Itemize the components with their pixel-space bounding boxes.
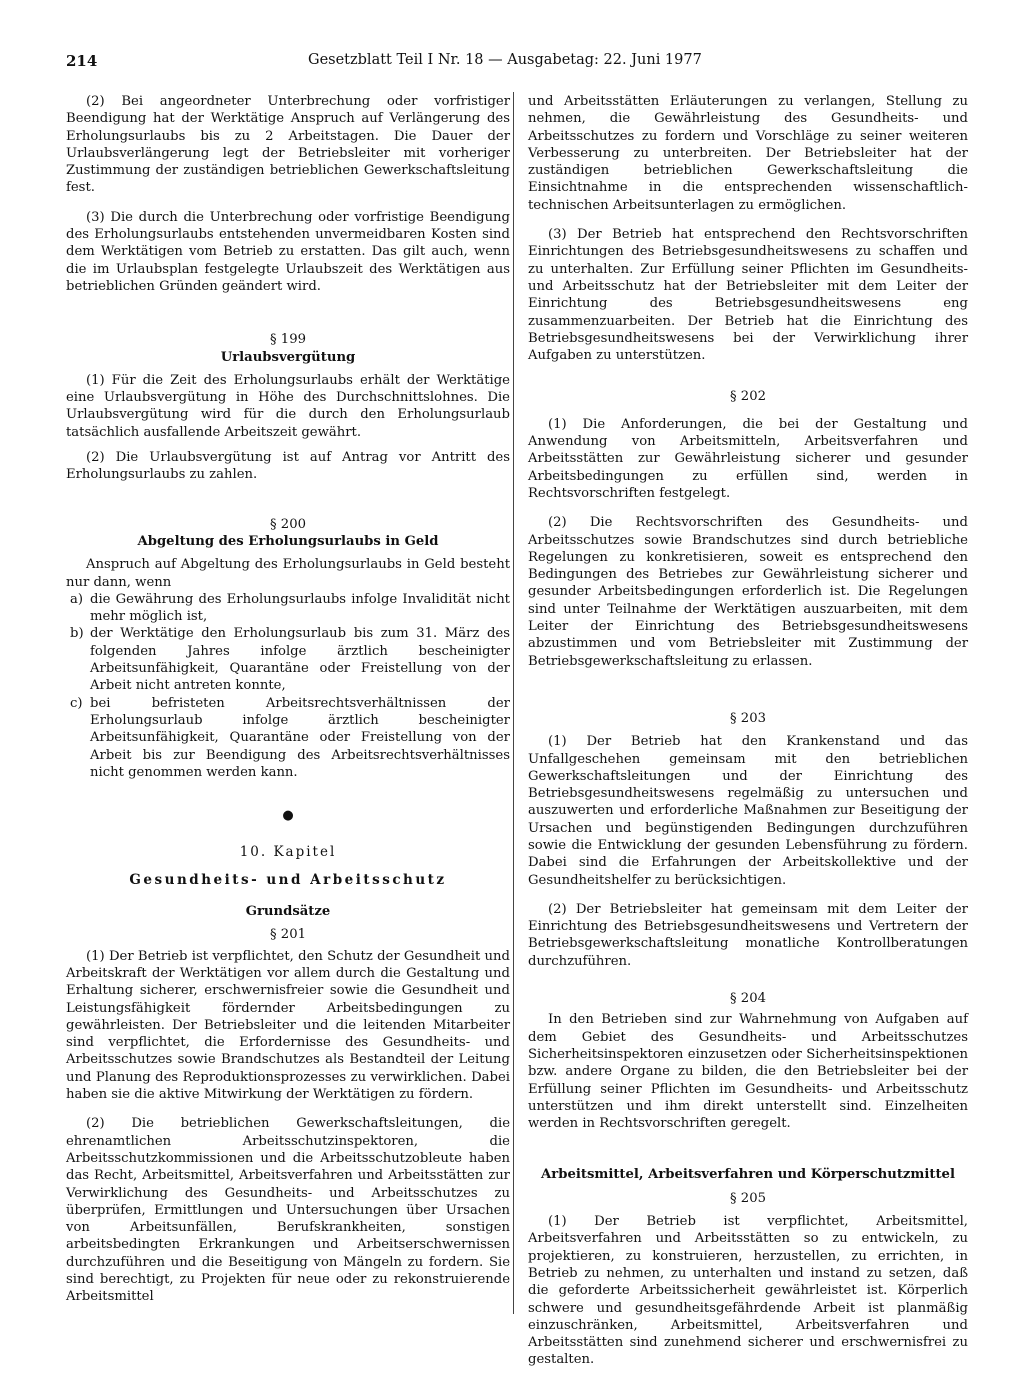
- paragraph-199-1: (1) Für die Zeit des Erholungsurlaubs erhält der Werktätige eine Urlaubsvergütung in Höhe des Durchschnittslohnes. Die Urlaubsvergütung wird für die durch den Erholungsurlaub tatsächlich ausfallende Arbeitszeit gewährt.: [66, 372, 510, 440]
- list-item: [66, 591, 510, 626]
- section-199-number: § 199: [270, 332, 306, 348]
- list-marker: a): [70, 591, 84, 607]
- left-column: [66, 93, 510, 1306]
- list-item: [66, 695, 510, 781]
- column-divider: [513, 92, 514, 1314]
- paragraph-201-2-continued: und Arbeitsstätten Erläuterungen zu verlangen, Stellung zu nehmen, die Gewährleistung des Gesundheits- und Arbeitsschutzes zu fordern und Vorschläge zu seiner weiteren Verbesserung zu unterbreiten. Der Betriebsleiter hat der zuständigen betrieblichen Gewerkschaftsleitung die Einsichtnahme in die entsprechenden wissenschaftlich-technischen Arbeitsunterlagen zu ermöglichen.: [528, 94, 968, 213]
- section-203-number: § 203: [730, 710, 766, 726]
- subheading-arbeitsmittel: Arbeitsmittel, Arbeitsverfahren und Körperschutzmittel: [541, 1167, 955, 1183]
- list-item-text: die Gewährung des Erholungsurlaubs infolge Invalidität nicht mehr möglich ist,: [90, 591, 510, 625]
- paragraph-202-2: (2) Die Rechtsvorschriften des Gesundheits- und Arbeitsschutzes sowie Brandschutzes sind durch betriebliche Regelungen zu konkretisieren, soweit es entsprechend den Bedingungen des Betriebes zur Gewährleistung sicherer und gesunder Arbeitsbedingungen erforderlich ist. Die Regelungen sind unter Teilnahme der Werktätigen auszuarbeiten, mit dem Leiter der Einrichtung des Betriebsgesundheitswesens abzustimmen und vom Betriebsleiter mit Zustimmung der Betriebsgewerkschaftsleitung zu erlassen.: [528, 515, 968, 669]
- paragraph-200-intro: Anspruch auf Abgeltung des Erholungsurlaubs in Geld besteht nur dann, wenn: [66, 557, 510, 590]
- paragraph-204: In den Betrieben sind zur Wahrnehmung von Aufgaben auf dem Gebiet des Gesundheits- und Arbeitsschutzes Sicherheitsinspektoren einzusetzen oder Sicherheitsinspektionen bzw. andere Organe zu bilden, die den Betriebsleiter bei der Erfüllung seiner Pflichten im Gesundheits- und Arbeitsschutz unterstützen und ihm direkt unterstellt sind. Einzelheiten werden in Rechtsvorschriften geregelt.: [528, 1012, 968, 1132]
- separator-dot-icon: ●: [282, 808, 294, 824]
- section-205-number: § 205: [730, 1190, 766, 1206]
- paragraph-202-1: (1) Die Anforderungen, die bei der Gestaltung und Anwendung von Arbeitsmitteln, Arbeitsverfahren und Arbeitsstätten zur Gewährleistung sicherer und gesunder Arbeitsbedingungen zu erfüllen sind, werden in Rechtsvorschriften festgelegt.: [528, 416, 968, 501]
- running-head: Gesetzblatt Teil I Nr. 18 — Ausgabetag: 22. Juni 1977: [308, 52, 702, 68]
- chapter-title: Gesundheits- und Arbeitsschutz: [129, 872, 447, 889]
- paragraph-198-2: (2) Bei angeordneter Unterbrechung oder vorfristiger Beendigung hat der Werktätige Anspruch auf Verlängerung des Erholungsurlaubs bis zu 2 Arbeitstagen. Die Dauer der Urlaubsverlängerung legt der Betriebsleiter mit vorheriger Zustimmung der zuständigen betrieblichen Gewerkschaftsleitung fest.: [66, 94, 510, 196]
- paragraph-203-2: (2) Der Betriebsleiter hat gemeinsam mit dem Leiter der Einrichtung des Betriebsgesundheitswesens und Vertretern der Betriebsgewerkschaftsleitung monatliche Kontrollberatungen durchzuführen.: [528, 901, 968, 969]
- paragraph-198-3: (3) Die durch die Unterbrechung oder vorfristige Beendigung des Erholungsurlaubs entstehenden unvermeidbaren Kosten sind dem Werktätigen vom Betrieb zu erstatten. Das gilt auch, wenn die im Urlaubsplan festgelegte Urlaubszeit des Werktätigen aus betrieblichen Gründen geändert wird.: [66, 209, 510, 294]
- page-number: 214: [66, 52, 98, 70]
- chapter-number: 10. Kapitel: [239, 844, 337, 861]
- right-column: [528, 93, 968, 1369]
- section-199-title: Urlaubsvergütung: [220, 349, 356, 365]
- section-202-number: § 202: [730, 389, 766, 405]
- list-marker: b): [70, 626, 84, 642]
- section-204-number: § 204: [730, 991, 766, 1007]
- paragraph-201-2: (2) Die betrieblichen Gewerkschaftsleitungen, die ehrenamtlichen Arbeitsschutzinspektoren, die Arbeitsschutzkommissionen und die Arbeitsschutzobleute haben das Recht, Arbeitsmittel, Arbeitsverfahren und Arbeitsstätten zur Verwirklichung des Gesundheits- und Arbeitsschutzes zu überprüfen, Ermittlungen und Untersuchungen über Ursachen von Arbeitsunfällen, Berufskrankheiten, sonstigen arbeitsbedingten Erkrankungen und Arbeitserschwernissen durchzuführen und die Beseitigung von Mängeln zu fordern. Sie sind berechtigt, zu Projekten für neue oder zu rekonstruierende Arbeitsmittel: [66, 1116, 510, 1305]
- section-200-list: [66, 591, 510, 781]
- list-item-text: der Werktätige den Erholungsurlaub bis zum 31. März des folgenden Jahres infolge ärztlich bescheinigter Arbeitsunfähigkeit, Quarantäne oder Freistellung von der Arbeit nicht antreten konnte,: [90, 626, 510, 694]
- section-201-number: § 201: [270, 927, 306, 943]
- paragraph-203-1: (1) Der Betrieb hat den Krankenstand und das Unfallgeschehen gemeinsam mit den betrieblichen Gewerkschaftsleitungen und der Einrichtung des Betriebsgesundheitswesens regelmäßig zu untersuchen und auszuwerten und erforderliche Maßnahmen zur Beseitigung der Ursachen und begünstigenden Bedingungen durchzuführen sowie die Entwicklung der gesunden Lebensführung zu fördern. Dabei sind die Erfahrungen der Arbeitskollektive und der Gesundheitshelfer zu berücksichtigen.: [528, 734, 968, 888]
- paragraph-199-2: (2) Die Urlaubsvergütung ist auf Antrag vor Antritt des Erholungsurlaubs zu zahlen.: [66, 450, 510, 483]
- page-header: [66, 52, 956, 74]
- section-200-number: § 200: [270, 516, 306, 532]
- paragraph-205-1: (1) Der Betrieb ist verpflichtet, Arbeitsmittel, Arbeitsverfahren und Arbeitsstätten so zu entwickeln, zu projektieren, zu konstruieren, herzustellen, zu errichten, in Betrieb zu nehmen, zu unterhalten und instand zu setzen, daß die geforderte Arbeitssicherheit gewährleistet ist. Körperlich schwere und gesundheitsgefährdende Arbeit ist planmäßig einzuschränken, Arbeitsmittel, Arbeitsverfahren und Arbeitsstätten sind zunehmend sicherer und erschwernisfrei zu gestalten.: [528, 1214, 968, 1368]
- subheading-grundsaetze: Grundsätze: [245, 904, 331, 920]
- list-item-text: bei befristeten Arbeitsrechtsverhältnissen der Erholungsurlaub infolge ärztlich bescheinigter Arbeitsunfähigkeit, Quarantäne oder Freistellung von der Arbeit bis zur Beendigung des Arbeitsrechtsverhältnisses nicht genommen werden kann.: [90, 695, 510, 780]
- paragraph-201-1: (1) Der Betrieb ist verpflichtet, den Schutz der Gesundheit und Arbeitskraft der Werktätigen vor allem durch die Gestaltung und Erhaltung sicherer, erschwernisfreier sowie die Gesundheit und Leistungsfähigkeit fördernder Arbeitsbedingungen zu gewährleisten. Der Betriebsleiter und die leitenden Mitarbeiter sind verpflichtet, die Erfordernisse des Gesundheits- und Arbeitsschutzes sowie Brandschutzes als Bestandteil der Leitung und Planung des Reproduktionsprozesses zu verwirklichen. Dabei haben sie die aktive Mitwirkung der Werktätigen zu fördern.: [66, 948, 510, 1103]
- list-marker: c): [70, 695, 83, 711]
- list-item: [66, 625, 510, 694]
- paragraph-201-3: (3) Der Betrieb hat entsprechend den Rechtsvorschriften Einrichtungen des Betriebsgesundheitswesens zu schaffen und zu unterhalten. Zur Erfüllung seiner Pflichten im Gesundheits- und Arbeitsschutz hat der Betriebsleiter mit dem Leiter der Einrichtung des Betriebsgesundheitswesens eng zusammenzuarbeiten. Der Betrieb hat die Einrichtung des Betriebsgesundheitswesens bei der Verwirklichung ihrer Aufgaben zu unterstützen.: [528, 227, 968, 364]
- section-200-title: Abgeltung des Erholungsurlaubs in Geld: [137, 533, 439, 549]
